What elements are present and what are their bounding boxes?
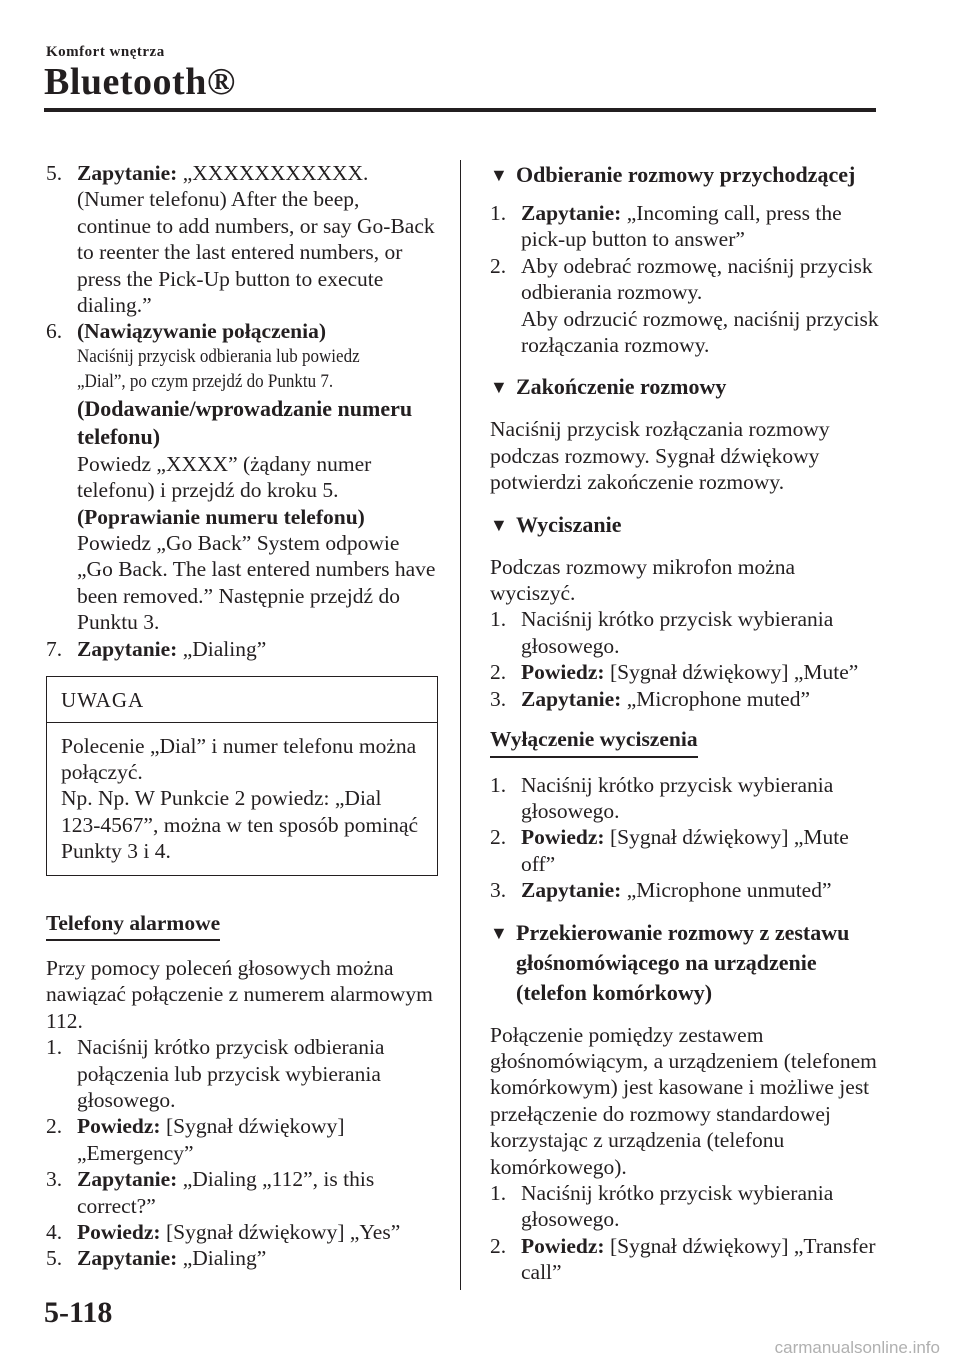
mute-step: 2. Powiedz: [Sygnał dźwiękowy] „Mute” xyxy=(490,660,859,685)
note-title: UWAGA xyxy=(47,677,437,722)
mute-step: 3. Zapytanie: „Microphone muted” xyxy=(490,686,811,711)
end-call-heading: ▼ Zakończenie rozmowy xyxy=(490,372,882,402)
emergency-step: 1. Naciśnij krótko przycisk odbierania połączenia lub przycisk wybierania głosowego. xyxy=(46,1035,385,1112)
incoming-step: 1. Zapytanie: „Incoming call, press the pick-up button to answer” xyxy=(490,201,842,252)
triangle-down-icon: ▼ xyxy=(490,377,508,398)
correct-number-heading: (Poprawianie numeru telefonu) xyxy=(77,504,365,529)
emergency-step: 5. Zapytanie: „Dialing” xyxy=(46,1246,267,1271)
section-label: Komfort wnętrza xyxy=(46,44,165,60)
step-5-query: 5. Zapytanie: „XXXXXXXXXXX. (Numer telefonu) After the beep, continue to add numbers, or say Go-Back to reenter the last entered numbers, or press the Pick-Up button to execute dialing.” xyxy=(46,161,435,318)
emergency-step: 2. Powiedz: [Sygnał dźwiękowy] „Emergency” xyxy=(46,1114,345,1165)
step-7-query: 7. Zapytanie: „Dialing” xyxy=(46,636,267,661)
end-call-text: Naciśnij przycisk rozłączania rozmowy podczas rozmowy. Sygnał dźwiękowy potwierdzi zakończenie rozmowy. xyxy=(490,417,830,495)
add-number-heading: (Dodawanie/wprowadzanie numeru telefonu) xyxy=(77,395,413,449)
emergency-intro: Przy pomocy poleceń głosowych można nawiązać połączenie z numerem alarmowym 112. xyxy=(46,955,433,1033)
triangle-down-icon: ▼ xyxy=(490,165,508,185)
emergency-step: 3. Zapytanie: „Dialing „112”, is this correct?” xyxy=(46,1167,375,1218)
column-divider xyxy=(460,160,461,1290)
transfer-intro: Połączenie pomiędzy zestawem głośnomówiącym, a urządzeniem (telefonem komórkowym) jest kasowane i możliwe jest przełączenie do rozmowy standardowej korzystając z urządzenia (telefonu komórkowego). xyxy=(490,1022,877,1179)
header-rule xyxy=(44,108,876,112)
note-box xyxy=(46,676,438,875)
page-number: 5-118 xyxy=(44,1296,113,1329)
mute-intro: Podczas rozmowy mikrofon można wyciszyć. xyxy=(490,554,796,606)
unmute-step: 1. Naciśnij krótko przycisk wybierania głosowego. xyxy=(490,772,834,823)
watermark: carmanualsonline.info xyxy=(774,1338,940,1357)
left-column xyxy=(46,160,438,1272)
step-label: Zapytanie: xyxy=(77,161,178,185)
correct-number-text: Powiedz „Go Back” System odpowie „Go Back. The last entered numbers have been removed.” Następnie przejdź do Punktu 3. xyxy=(77,531,436,635)
unmute-step: 3. Zapytanie: „Microphone unmuted” xyxy=(490,878,832,903)
triangle-down-icon: ▼ xyxy=(490,514,508,535)
note-text-1: Polecenie „Dial” i numer telefonu można połączyć. xyxy=(61,733,417,784)
incoming-step: 2. Aby odebrać rozmowę, naciśnij przycisk odbierania rozmowy. Aby odrzucić rozmowę, naciśnij przycisk rozłączania rozmowy. xyxy=(490,253,879,358)
chapter-title: Bluetooth® xyxy=(44,61,236,103)
note-text-2: Np. Np. W Punkcie 2 powiedz: „Dial 123-4567”, można w ten sposób pominąć Punkty 3 i 4. xyxy=(61,786,419,864)
transfer-step: 2. Powiedz: [Sygnał dźwiękowy] „Transfer call” xyxy=(490,1233,876,1285)
dialing-line-2: „Dial”, po czym przejdź do Punktu 7. xyxy=(77,371,334,392)
dialing-line-1: Naciśnij przycisk odbierania lub powiedz xyxy=(77,346,360,367)
triangle-down-icon: ▼ xyxy=(490,922,508,943)
add-number-text: Powiedz „XXXX” (żądany numer telefonu) i przejdź do kroku 5. xyxy=(77,451,372,503)
dialing-heading: (Nawiązywanie połączenia) xyxy=(77,319,327,344)
right-column xyxy=(490,160,882,1286)
emergency-heading: Telefony alarmowe xyxy=(46,910,220,941)
incoming-heading: ▼ Odbieranie rozmowy przychodzącej xyxy=(490,160,882,190)
mute-step: 1. Naciśnij krótko przycisk wybierania głosowego. xyxy=(490,607,834,658)
unmute-heading: Wyłączenie wyciszenia xyxy=(490,726,698,757)
emergency-steps xyxy=(46,1034,438,1272)
mute-heading: ▼ Wyciszanie xyxy=(490,510,882,540)
emergency-step: 4. Powiedz: [Sygnał dźwiękowy] „Yes” xyxy=(46,1220,401,1244)
transfer-step: 1. Naciśnij krótko przycisk wybierania głosowego. xyxy=(490,1180,834,1232)
step-6-dialing: 6. (Nawiązywanie połączenia) Naciśnij przycisk odbierania lub powiedz „Dial”, po czym przejdź do Punktu 7. (Dodawanie/wprowadzanie numeru telefonu) Powiedz „XXXX” (żądany numer telefonu) i przejdź do kroku 5. (Poprawianie numeru telefonu) Powiedz „Go Back” System odpowie „Go Back. The last entered numbers have been removed.” Następnie przejdź do Punktu 3. xyxy=(46,318,438,635)
step-text: „XXXXXXXXXXX. (Numer telefonu) After the beep, continue to add numbers, or say Go-Back to reenter the last entered numbers, or press the Pick-Up button to execute dialing.” xyxy=(77,161,435,318)
transfer-heading: ▼ Przekierowanie rozmowy z zestawu głośnomówiącego na urządzenie (telefon komórkowy) xyxy=(490,918,882,1008)
unmute-step: 2. Powiedz: [Sygnał dźwiękowy] „Mute off” xyxy=(490,825,849,876)
